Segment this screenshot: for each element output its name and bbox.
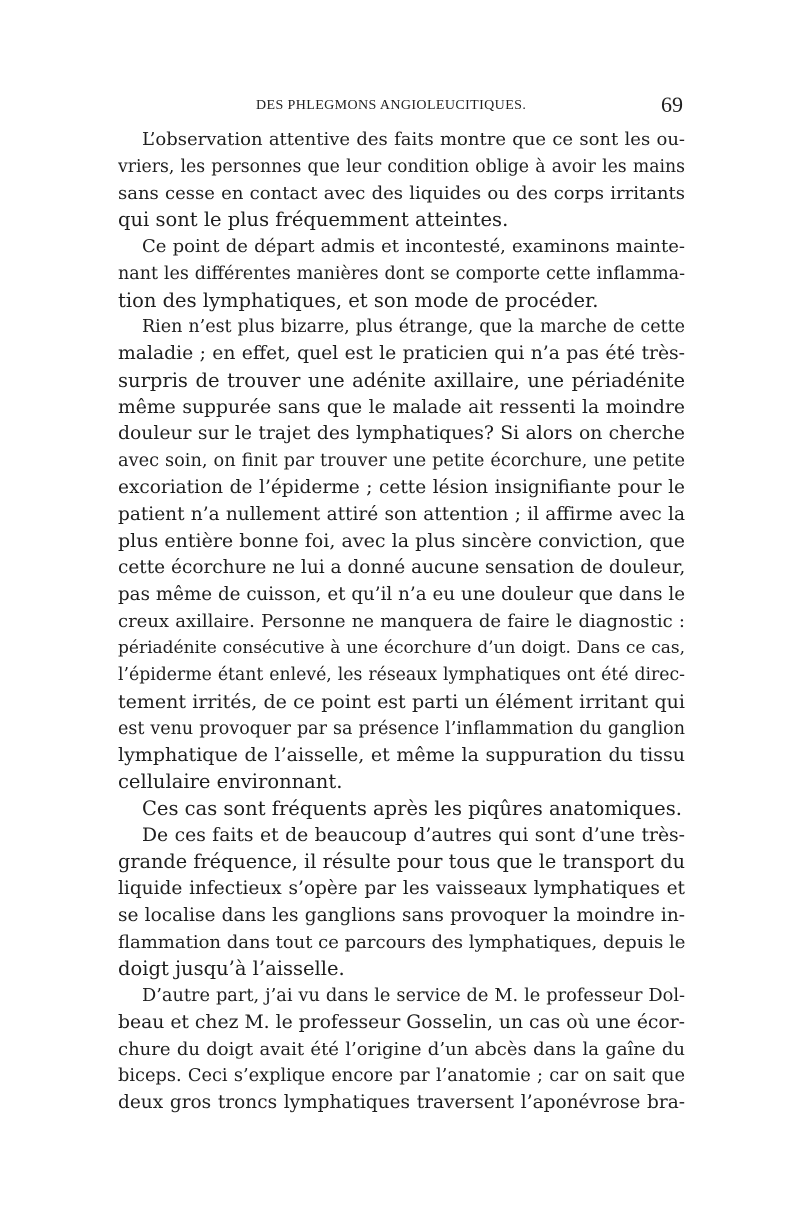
text-line: grande fréquence, il résulte pour tous que le transport du [118, 850, 685, 874]
text-line: cellulaire environnant. [118, 770, 343, 793]
text-line: même suppurée sans que le malade ait ressenti la moindre [118, 396, 685, 418]
paragraph [118, 983, 685, 1117]
text-line: cette écorchure ne lui a donné aucune sensation de douleur, [118, 557, 685, 578]
text-line: l’épiderme étant enlevé, les réseaux lymphatiques ont été direc- [118, 665, 685, 685]
text-line: biceps. Ceci s’explique encore par l’anatomie ; car on sait que [118, 1066, 685, 1087]
text-line: L’observation attentive des faits montre que ce sont les ou- [142, 129, 685, 150]
page-number: 69 [661, 92, 683, 117]
text-line: périadénite consécutive à une écorchure d’un doigt. Dans ce cas, [118, 638, 685, 659]
text-line: nant les différentes manières dont se comporte cette inflamma- [118, 263, 685, 284]
text-line: D’autre part, j’ai vu dans le service de M. le professeur Dol- [142, 986, 685, 1006]
text-line: tement irrités, de ce point est parti un élément irritant qui [118, 690, 685, 713]
text-line: De ces faits et de beaucoup d’autres qui sont d’une très- [142, 824, 685, 846]
text-line: surpris de trouver une adénite axillaire, une périadénite [118, 368, 685, 392]
text-line: douleur sur le trajet des lymphatiques? Si alors on cherche [118, 423, 685, 445]
text-line: creux axillaire. Personne ne manquera de faire le diagnostic : [118, 610, 685, 632]
text-line: liquide infectieux s’opère par les vaisseaux lymphatiques et [118, 878, 685, 899]
paragraph [118, 823, 685, 984]
text-line: est venu provoquer par sa présence l’inflammation du ganglion [118, 718, 685, 739]
body-text [118, 127, 685, 1117]
page-header [118, 88, 685, 118]
text-line: plus entière bonne foi, avec la plus sincère conviction, que [118, 530, 685, 553]
text-line: vriers, les personnes que leur condition oblige à avoir les mains [118, 156, 685, 177]
text-line: deux gros troncs lymphatiques traversent l’aponévrose bra- [118, 1092, 685, 1113]
paragraph [118, 314, 685, 796]
text-line: pas même de cuisson, et qu’il n’a eu une douleur que dans le [118, 583, 685, 605]
text-line: se localise dans les ganglions sans provoquer la moindre in- [118, 904, 685, 926]
text-line: beau et chez M. le professeur Gosselin, un cas où une écor- [118, 1011, 685, 1033]
text-line: tion des lymphatiques, et son mode de procéder. [118, 288, 599, 312]
text-line: flammation dans tout ce parcours des lymphatiques, depuis le [118, 931, 685, 953]
paragraph [118, 127, 685, 234]
text-line: excoriation de l’épiderme ; cette lésion insignifiante pour le [118, 476, 685, 498]
text-line: maladie ; en effet, quel est le praticien qui n’a pas été très- [118, 343, 685, 364]
text-line: sans cesse en contact avec des liquides ou des corps irritants [118, 182, 685, 204]
text-line: chure du doigt avait été l’origine d’un abcès dans la gaîne du [118, 1038, 685, 1060]
text-line: doigt jusqu’à l’aisselle. [118, 957, 345, 981]
running-title: DES PHLEGMONS ANGIOLEUCITIQUES. [256, 98, 527, 113]
text-line: avec soin, on finit par trouver une petite écorchure, une petite [118, 451, 685, 471]
paragraph [118, 234, 685, 314]
text-line: Ce point de départ admis et incontesté, examinons mainte- [142, 236, 685, 257]
text-line: Rien n’est plus bizarre, plus étrange, que la marche de cette [142, 317, 685, 338]
paragraph [118, 796, 685, 823]
text-line: patient n’a nullement attiré son attention ; il affirme avec la [118, 503, 685, 525]
text-line: Ces cas sont fréquents après les piqûres anatomiques. [142, 796, 682, 820]
text-line: lymphatique de l’aisselle, et même la suppuration du tissu [118, 744, 685, 767]
text-line: qui sont le plus fréquemment atteintes. [118, 208, 509, 232]
